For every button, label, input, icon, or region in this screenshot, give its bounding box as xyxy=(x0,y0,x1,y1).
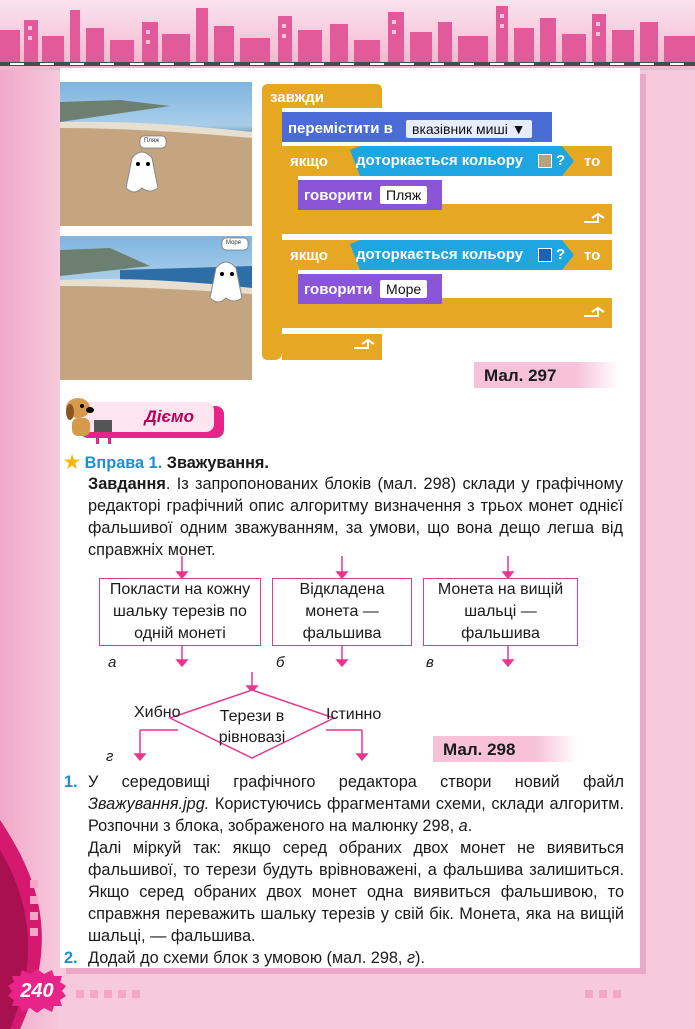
scratch-script xyxy=(262,84,622,364)
forever-block-label: завжди xyxy=(270,89,325,106)
task-paragraph xyxy=(88,473,623,561)
if-block-2-label: якщо xyxy=(290,247,328,264)
steps-list xyxy=(64,771,624,969)
then-1-label: то xyxy=(584,153,601,170)
step-1-number: 1. xyxy=(64,773,78,791)
sea-photo xyxy=(60,236,252,380)
page-number-badge xyxy=(6,968,68,1014)
label-c: в xyxy=(426,654,434,671)
say-block-1-label: говорити xyxy=(304,187,373,204)
decision-text: Терези в рівновазі xyxy=(218,708,286,746)
label-d: г xyxy=(106,748,114,765)
step-1-text-after: Користуючись фрагментами схеми, склади алгоритм. Розпочни з блока, зображеного на малюнку 298, xyxy=(88,795,624,835)
step-1-body xyxy=(88,771,624,837)
step-1-text-before: У середовищі графічного редактора створи новий файл xyxy=(88,773,624,791)
step-1-paragraph-2: Далі міркуй так: якщо серед обраних двох монет не виявиться фальшивої, то терези будуть врівноважені, а фальшива залишиться. Якщо серед обраних двох монет одна виявиться фальшивою, то справжня переважить шальку терезів у свій бік. Монета, яка на вищій шальці, — фальшива. xyxy=(88,839,624,945)
then-2-label: то xyxy=(584,247,601,264)
photo1-speech-bubble: Пляж xyxy=(144,138,160,144)
label-b: б xyxy=(276,654,285,671)
sea-color-swatch[interactable] xyxy=(538,248,552,262)
left-dots-decoration xyxy=(30,880,38,944)
step-2-body xyxy=(88,947,624,969)
star-icon: ★ xyxy=(64,452,81,472)
task-text: . Із запропонованих блоків (мал. 298) склади у графічному редакторі графічний опис алгоритму визначення з трьох монет однієї фальшивої одним зважуванням, за умови, що вона дещо легша від справжніх монет. xyxy=(88,475,623,559)
step-2-italic: г xyxy=(406,949,416,967)
bottom-dots-right xyxy=(585,990,621,998)
say-1-input[interactable]: Пляж xyxy=(380,186,427,204)
step-1 xyxy=(64,771,624,947)
flow-block-a: Покласти на кожну шальку терезів по одній монеті xyxy=(99,578,261,646)
step-1-filename: Зважування.jpg. xyxy=(88,795,210,813)
beach-photo xyxy=(60,82,252,226)
flow-block-c: Монета на вищій шальці — фальшива xyxy=(423,578,578,646)
exercise-title xyxy=(64,451,269,474)
if-block-1-label: якщо xyxy=(290,153,328,170)
photo2-speech-bubble: Море xyxy=(226,240,242,246)
exercise-name: Зважування. xyxy=(166,454,269,472)
label-a: а xyxy=(108,654,117,671)
step-2 xyxy=(64,947,624,969)
flow-block-b: Відкладена монета — фальшива xyxy=(272,578,412,646)
step-1-italic-a: а xyxy=(458,817,468,835)
page-number: 240 xyxy=(20,980,54,1002)
exercise-number: Вправа 1. xyxy=(84,454,163,472)
move-block-label: перемістити в xyxy=(288,120,393,137)
section-badge xyxy=(60,390,220,450)
say-block-2-label: говорити xyxy=(304,281,373,298)
say-2-input[interactable]: Море xyxy=(380,280,427,298)
touching-color-1-label: доторкається кольору xyxy=(356,152,524,169)
mouse-pointer-value: вказівник миші xyxy=(412,121,508,137)
sand-color-swatch[interactable] xyxy=(538,154,552,168)
badge-label: Діємо xyxy=(144,407,194,426)
step-2-number: 2. xyxy=(64,949,78,967)
bottom-dots-left xyxy=(76,990,140,998)
mouse-pointer-dropdown[interactable] xyxy=(406,120,532,138)
dog-mascot-icon xyxy=(60,390,120,446)
touching-color-2-label: доторкається кольору xyxy=(356,246,524,263)
question-mark-2: ? xyxy=(556,246,566,263)
step-1-text-end: . xyxy=(467,817,473,835)
chevron-down-icon: ▼ xyxy=(511,121,526,137)
step-2-text-before: Додай до схеми блок з умовою (мал. 298, xyxy=(88,949,407,967)
city-skyline-decoration xyxy=(0,0,695,68)
step-2-text-after: ). xyxy=(415,949,425,967)
task-label: Завдання xyxy=(88,475,166,493)
figure-297-caption: Мал. 297 xyxy=(474,362,619,388)
figure-298-caption: Мал. 298 xyxy=(433,736,578,762)
true-branch-label: Істинно xyxy=(326,706,382,723)
false-branch-label: Хибно xyxy=(134,704,181,721)
question-mark-1: ? xyxy=(556,152,566,169)
